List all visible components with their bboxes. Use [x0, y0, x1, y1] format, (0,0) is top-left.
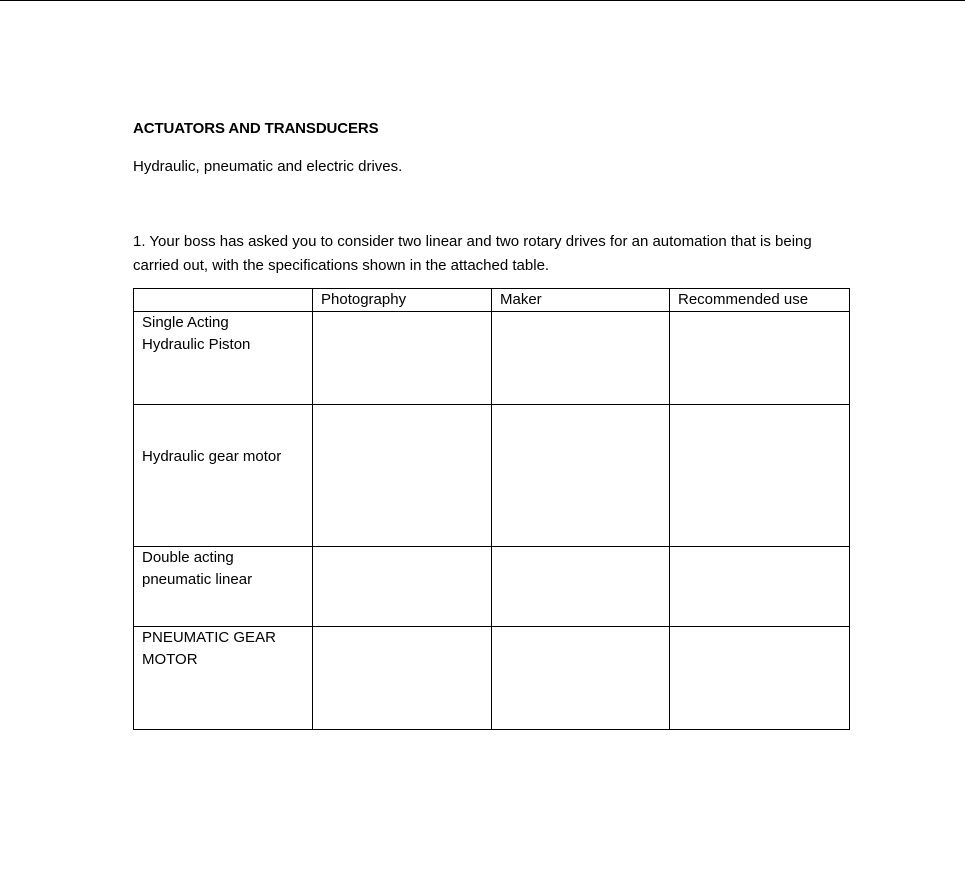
- cell-recommended-use[interactable]: [670, 312, 850, 405]
- cell-recommended-use[interactable]: [670, 405, 850, 547]
- header-cell-maker: Maker: [492, 289, 670, 312]
- row-label-pneumatic-gear-motor: [134, 627, 313, 730]
- cell-recommended-use[interactable]: [670, 547, 850, 627]
- header-cell-blank: [134, 289, 313, 312]
- table-row: [134, 627, 850, 730]
- table-row: [134, 547, 850, 627]
- row-label-line: PNEUMATIC GEAR: [142, 629, 276, 646]
- page-subtitle: Hydraulic, pneumatic and electric drives.: [133, 158, 403, 175]
- question-text: 1. Your boss has asked you to consider two linear and two rotary drives for an automation that is being carried out, with the specifications shown in the attached table.: [133, 233, 812, 274]
- row-label-line: Double acting: [142, 549, 234, 566]
- top-rule: [0, 0, 965, 1]
- cell-photography[interactable]: [313, 547, 492, 627]
- table-row: [134, 405, 850, 547]
- row-label-single-acting-hydraulic-piston: [134, 312, 313, 405]
- cell-maker[interactable]: [492, 627, 670, 730]
- drives-table: [133, 288, 850, 730]
- row-label-line: Hydraulic Piston: [142, 336, 251, 353]
- row-label-line: Hydraulic gear motor: [142, 447, 282, 465]
- cell-photography[interactable]: [313, 627, 492, 730]
- header-cell-recommended-use: Recommended use: [670, 289, 850, 312]
- cell-maker[interactable]: [492, 312, 670, 405]
- row-label-line: Single Acting: [142, 314, 229, 331]
- cell-photography[interactable]: [313, 405, 492, 547]
- row-label-line: MOTOR: [142, 651, 198, 668]
- header-cell-photography: Photography: [313, 289, 492, 312]
- row-label-hydraulic-gear-motor: [134, 405, 313, 547]
- cell-maker[interactable]: [492, 547, 670, 627]
- table-header-row: [134, 289, 850, 312]
- cell-recommended-use[interactable]: [670, 627, 850, 730]
- row-label-line: pneumatic linear: [142, 571, 253, 588]
- table-row: [134, 312, 850, 405]
- cell-maker[interactable]: [492, 405, 670, 547]
- cell-photography[interactable]: [313, 312, 492, 405]
- row-label-double-acting-pneumatic-linear: [134, 547, 313, 627]
- page-title: ACTUATORS AND TRANSDUCERS: [133, 120, 379, 137]
